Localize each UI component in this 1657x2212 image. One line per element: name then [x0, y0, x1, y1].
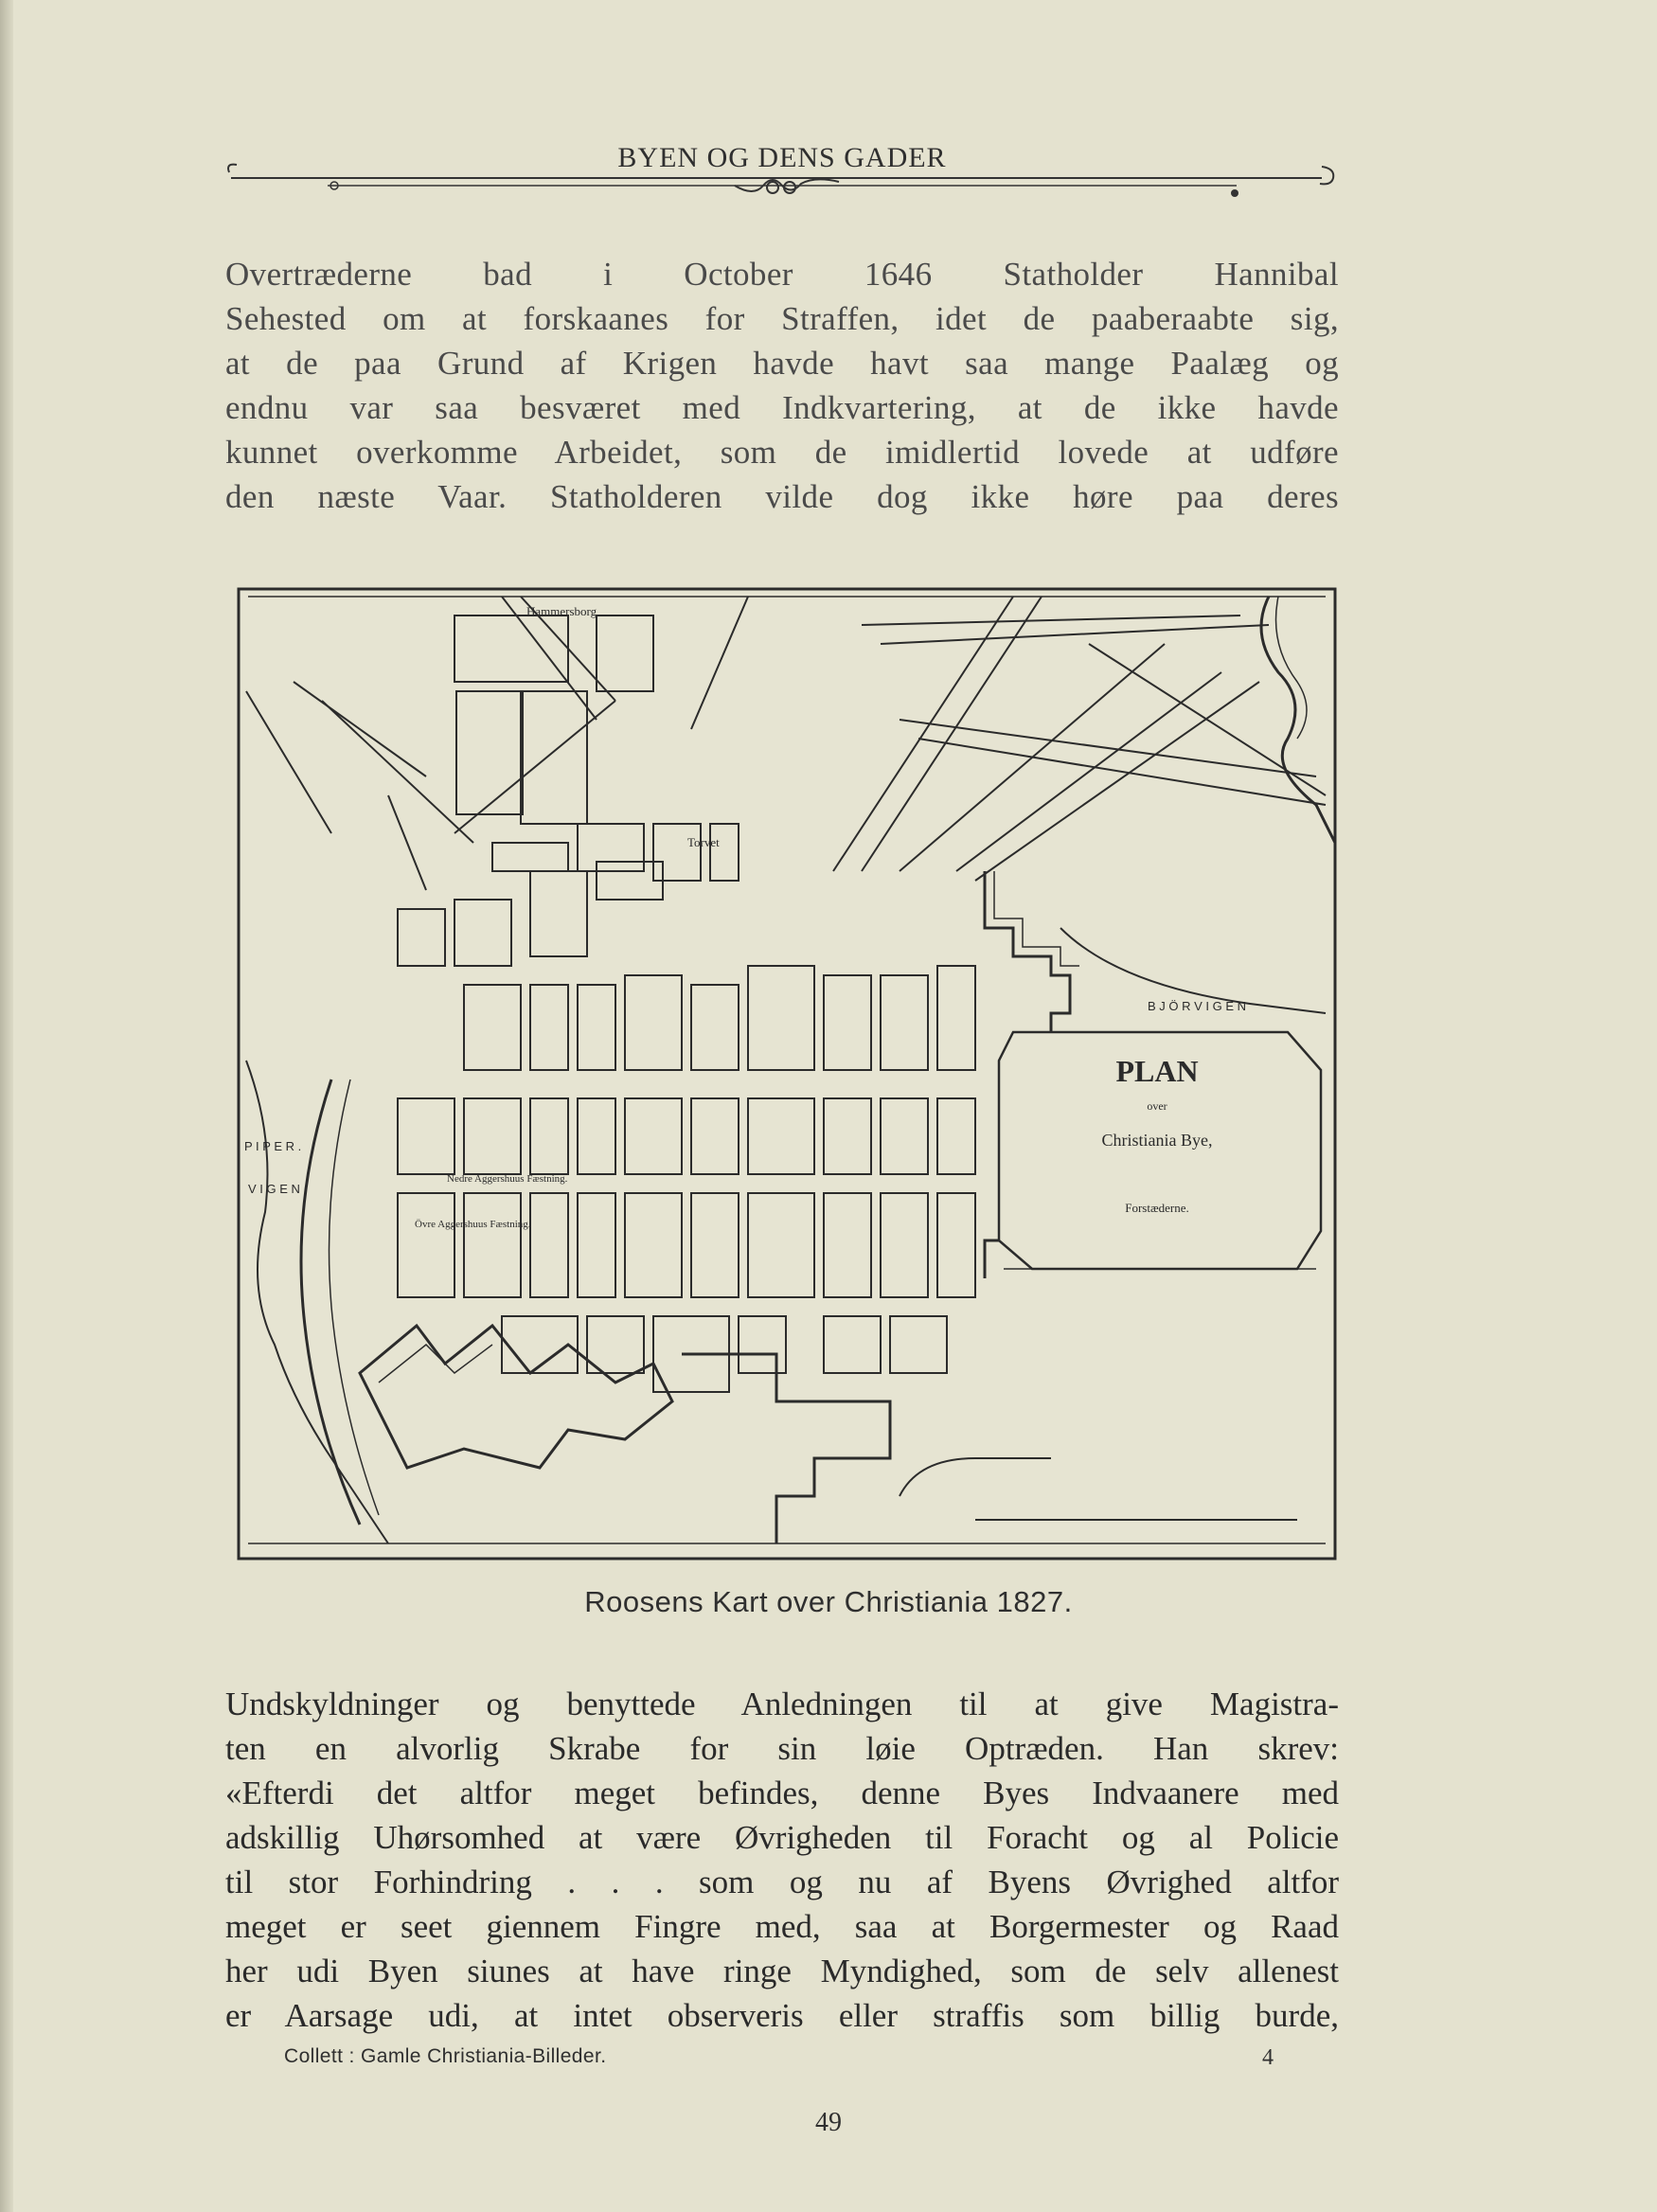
map-label-piper: P I P E R . [244, 1139, 302, 1153]
text-line: meget er seet giennem Fingre med, saa at Borgermester og Raad [225, 1908, 1339, 1945]
map-drawing [237, 587, 1337, 1561]
paragraph-upper [225, 252, 1339, 519]
map-cartouche-over: over [1147, 1099, 1167, 1113]
running-header [223, 142, 1341, 218]
paragraph-lower [225, 1682, 1339, 2038]
map-label-torvet: Torvet [687, 835, 720, 849]
text-line: Sehested om at forskaanes for Straffen, idet de paaberaabte sig, [225, 300, 1339, 337]
text-line: «Efterdi det altfor meget befindes, denne Byes Indvaanere med [225, 1775, 1339, 1811]
text-line: ten en alvorlig Skrabe for sin løie Optræden. Han skrev: [225, 1730, 1339, 1767]
map-label-vigen: V I G E N . [248, 1182, 308, 1196]
text-line: kunnet overkomme Arbeidet, som de imidlertid lovede at udføre [225, 434, 1339, 471]
map-cartouche-plan: PLAN [1115, 1054, 1199, 1088]
historic-city-map [237, 587, 1337, 1561]
text-line: adskillig Uhørsomhed at være Øvrigheden til Foracht og al Policie [225, 1819, 1339, 1856]
map-cartouche-forstaederne: Forstæderne. [1125, 1201, 1189, 1215]
signature-number: 4 [1262, 2045, 1274, 2070]
map-label-nedre-aggershuus: Nedre Aggershuus Fæstning. [447, 1173, 568, 1185]
text-line: endnu var saa besværet med Indkvartering, at de ikke havde [225, 389, 1339, 426]
text-line: her udi Byen siunes at have ringe Myndighed, som de selv allenest [225, 1953, 1339, 1989]
text-line: Overtræderne bad i October 1646 Statholder Hannibal [225, 256, 1339, 293]
text-line: at de paa Grund af Krigen havde havt saa mange Paalæg og [225, 345, 1339, 382]
text-line: Undskyldninger og benyttede Anledningen til at give Magistra- [225, 1686, 1339, 1722]
text-line: til stor Forhindring . . . som og nu af Byens Øvrighed altfor [225, 1864, 1339, 1900]
map-label-bjorvigen: B J Ö R V I G E N [1148, 999, 1247, 1013]
signature-mark: Collett : Gamle Christiania-Billeder. [284, 2045, 607, 2067]
text-line: den næste Vaar. Statholderen vilde dog ikke høre paa deres [225, 478, 1339, 515]
text-line: er Aarsage udi, at intet observeris eller straffis som billig burde, [225, 1997, 1339, 2034]
map-label-ovre-aggershuus: Övre Aggershuus Fæstning. [415, 1219, 531, 1230]
page-number: 49 [815, 2108, 842, 2137]
book-binding-shadow [0, 0, 13, 2212]
map-caption: Roosens Kart over Christiania 1827. [584, 1585, 1073, 1618]
map-cartouche-christiania: Christiania Bye, [1101, 1131, 1213, 1150]
map-label-hammersborg: Hammersborg [526, 604, 597, 618]
page-header-title: BYEN OG DENS GADER [617, 142, 947, 173]
header-ornament-rule [223, 159, 1341, 216]
